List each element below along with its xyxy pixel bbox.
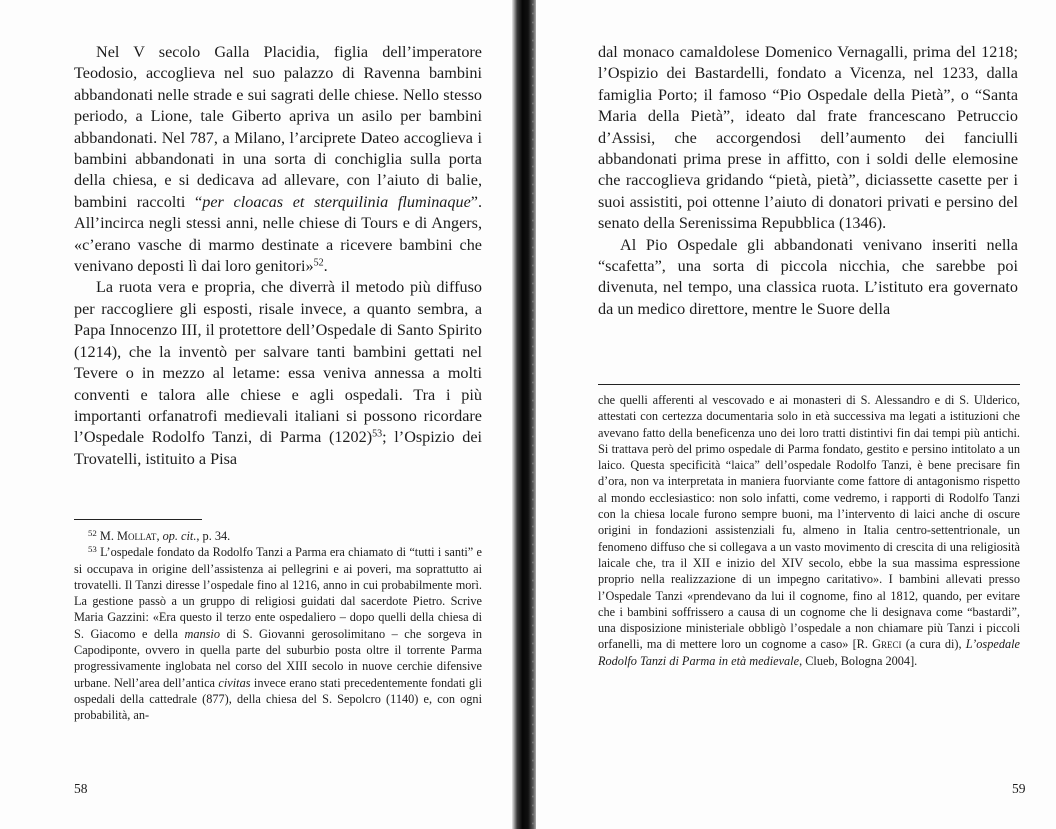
footnote-53-continued <box>598 392 1020 669</box>
text-run: Nel V secolo Galla Placidia, figlia dell’imperatore Teodosio, accoglieva nel suo palazzo di Ravenna bambini abbandonati nelle strade e sui sagrati delle chiese. Nello stesso periodo, a Lione, tale Giberto apriva un asilo per bambini abbandonati. Nel 787, a Milano, l’arciprete Dateo accoglieva i bambini abbandonati in una sorta di conchiglia sulla porta della chiesa, e si dedicava ad allevare, con l’aiuto di balie, bambini raccolti “ <box>74 43 482 211</box>
right-footnotes <box>598 392 1020 669</box>
text-run: , Clueb, Bologna 2004]. <box>799 653 918 668</box>
text-run: (a cura di), <box>901 637 966 652</box>
left-paragraph-2 <box>74 277 482 470</box>
footnote-rule <box>598 384 1020 385</box>
text-run: ; l’Ospizio dei Trovatelli, istituito a Pisa <box>74 428 482 468</box>
left-body-text <box>74 42 482 470</box>
italic-term: mansio <box>184 626 220 641</box>
footnote-author: Greci <box>872 637 902 652</box>
text-run: che quelli afferenti al vescovado e ai monasteri di S. Alessandro e di S. Ulderico, attestati con certezza documentaria solo in età successiva ma legati a istituzioni che avevano fatto della beneficenza uno dei loro tratti distintivi fin dai tempi più antichi. Si trattava però del primo ospedale di Parma fondato, gestito e persino intitolato a un laico. Questa specificità “laica” dell’ospedale Rodolfo Tanzi, è bene precisare fin d’ora, non va interpretata in maniera fuorviante come fattore di antagonismo rispetto al mondo ecclesiastico: non solo infatti, come vedremo, i rapporti di Rodolfo Tanzi con la chiesa locale furono sempre buoni, ma l’intervento di laici anche di oscure origini in fondazioni assistenziali fu, almeno in Italia centro-settentrionale, un fenomeno diffuso che si collegava a un vasto movimento di crescita di una religiosità laicale che, tra il XII e inizio del XIV secolo, ebbe la sua massima espressione proprio nella realizzazione di un impegno caritativo». I bambini allevati presso l’Ospedale Tanzi «prendevano da lui il cognome, fino al 1812, quando, per evitare che i bambini soffrissero a causa di un cognome che li designava come “bastardi”, una disposizione ministeriale obbligò l’ospedale a non chiamare più Tanzi i piccoli orfanelli, ma di mettere loro un cognome a caso» [R. <box>598 393 1020 652</box>
text-run: di S. Giovanni gerosolimitano – che sorgeva in Capodiponte, ovvero in quella parte del suburbio posta oltre il torrente Parma progressivamente inglobata nel corso del XIII secolo in nuove cerchie difensive urbane. Nell’area dell’antica <box>74 626 483 690</box>
text-run: La ruota vera e propria, che diverrà il metodo più diffuso per raccogliere gli esposti, risale invece, a quanto sembra, a Papa Innocenzo III, il protettore dell’Ospedale di Santo Spirito (1214), che la inventò per salvare tanti bambini gettati nel Tevere o in mezzo al letame: essa veniva annessa a molti conventi e talora alle chiese e agli ospedali. Tra i più importanti orfanatrofi medievali italiani si possono ricordare l’Ospedale Rodolfo Tanzi, di Parma (1202) <box>74 278 482 447</box>
text-run: ”. All’incirca negli stessi anni, nelle chiese di Tours e di Angers, «c’erano vasche di marmo destinate a ricevere bambini che venivano deposti lì dai loro genitori» <box>74 192 482 276</box>
text-run: . <box>323 257 328 276</box>
text-run: , p. 34. <box>196 529 231 543</box>
book-title: L’ospedale Rodolfo Tanzi di Parma in età medievale <box>598 637 1020 668</box>
page-number-left: 58 <box>74 781 88 796</box>
footnote-op-cit: op. cit. <box>162 529 197 543</box>
footnote-53 <box>74 544 482 723</box>
left-page <box>0 0 516 829</box>
left-footnotes <box>74 528 482 724</box>
footnote-ref-53: 53 <box>372 428 383 440</box>
right-paragraph-2: Al Pio Ospedale gli abbandonati venivano inseriti nella “scafetta”, una sorta di piccola nicchia, che sarebbe poi divenuta, nel tempo, una classica ruota. L’istituto era governato da un medico direttore, mentre le Suore della <box>598 235 1018 318</box>
right-page <box>536 0 1056 829</box>
footnote-rule <box>74 519 202 520</box>
footnote-author: M. Mollat <box>99 529 157 543</box>
text-run: invece erano stati precedentemente fondati gli ospedali della cattedrale (877), della chiesa del S. Sepolcro (1140) e, con ogni probabilità, an- <box>74 675 482 723</box>
left-paragraph-1 <box>74 42 482 277</box>
right-paragraph-1: dal monaco camaldolese Domenico Vernagalli, prima del 1218; l’Ospizio dei Bastardelli, fondato a Vicenza, nel 1233, dalla famiglia Porto; il famoso “Pio Ospedale della Pietà”, o “Santa Maria della Pietà”, ideato dal frate francescano Petruccio d’Assisi, che accorgendosi dell’aumento dei fanciulli abbandonati prima prese in affitto, con i soldi delle elemosine che raccoglieva gridando “pietà, pietà”, diciassette casette per i suoi assistiti, poi ottenne l’aiuto di donatori privati e persino del senato della Serenissima Repubblica (1346). <box>598 43 1018 233</box>
footnote-52: $^{52}$ M. Mollat, op. cit., p. 34. <box>88 528 231 543</box>
footnote-ref-52: 52 <box>313 257 324 269</box>
italic-term: civitas <box>218 675 251 690</box>
right-body-text <box>598 42 1018 320</box>
gutter-texture <box>531 0 535 829</box>
footnote-number: 52 <box>88 528 97 539</box>
page-number-right: 59 <box>1012 781 1026 796</box>
text-run: L’ospedale fondato da Rodolfo Tanzi a Parma era chiamato di “tutti i santi” e si occupava in origine dell’assistenza ai pellegrini e ai poveri, ma soprattutto ai trovatelli. Il Tanzi diresse l’ospedale fino al 1216, anno in cui probabilmente morì. La gestione passò a un gruppo di religiosi guidati dal sacerdote Pietro. Scrive Maria Gazzini: «Era questo il terzo ente ospedaliero – dopo quelli della chiesa di S. Giacomo e della <box>74 545 482 641</box>
latin-quote: per cloacas et sterquilinia fluminaque <box>202 192 471 211</box>
footnote-number: 53 <box>88 544 97 555</box>
